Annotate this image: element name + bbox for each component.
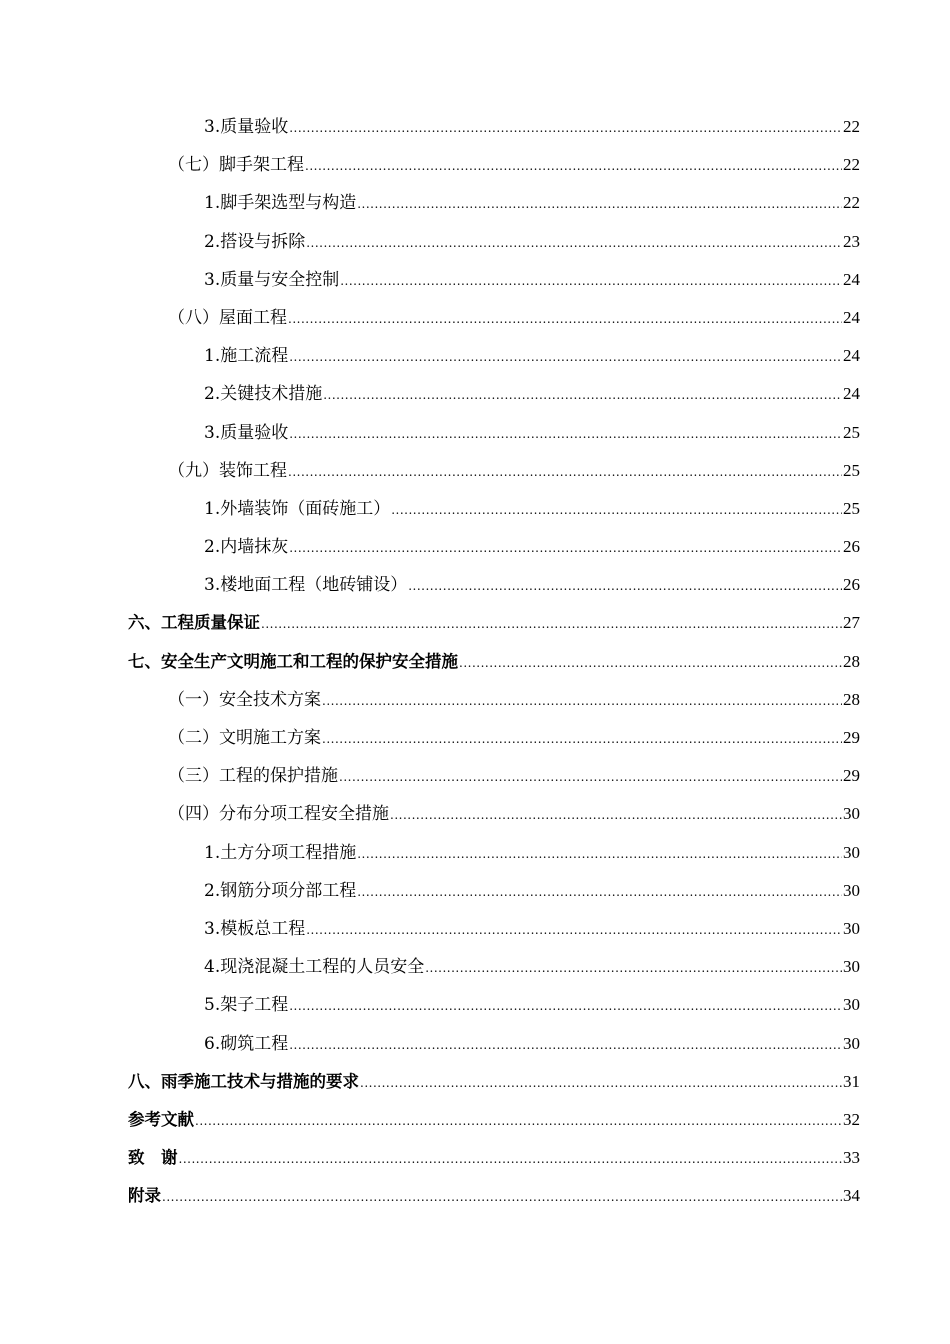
toc-dot-leader xyxy=(195,1102,842,1140)
toc-entry-number: 1. xyxy=(204,842,221,863)
toc-entry-page-number: 25 xyxy=(843,460,860,480)
toc-entry-title: 安全生产文明施工和工程的保护安全措施 xyxy=(161,651,458,671)
toc-entry-page-number: 22 xyxy=(843,193,860,213)
toc-entry-number: 1. xyxy=(204,498,221,519)
toc-entry-title: 模板总工程 xyxy=(220,918,306,939)
toc-entry-page-number: 28 xyxy=(843,651,860,671)
toc-entry[interactable] xyxy=(128,1177,860,1215)
toc-entry[interactable] xyxy=(128,910,860,948)
toc-entry-title: 搭设与拆除 xyxy=(220,231,306,252)
toc-dot-leader xyxy=(162,1178,842,1216)
toc-entry-number: （三） xyxy=(168,766,219,787)
toc-entry[interactable] xyxy=(128,604,860,642)
toc-entry-number: （八） xyxy=(168,307,219,328)
table-of-contents xyxy=(128,108,860,1215)
toc-dot-leader xyxy=(289,1026,842,1064)
toc-entry-title: 安全技术方案 xyxy=(219,689,321,710)
toc-entry-title: 工程质量保证 xyxy=(161,613,260,633)
toc-entry-title: 屋面工程 xyxy=(219,307,287,328)
toc-dot-leader xyxy=(289,529,842,567)
toc-entry-number: （二） xyxy=(168,728,219,748)
toc-entry-number: 2. xyxy=(204,537,221,558)
toc-entry-page-number: 22 xyxy=(843,117,860,136)
toc-entry-title: 质量与安全控制 xyxy=(220,269,340,290)
toc-dot-leader xyxy=(340,262,842,300)
toc-dot-leader xyxy=(289,338,842,376)
toc-entry-page-number: 30 xyxy=(843,842,860,862)
toc-dot-leader xyxy=(306,224,842,262)
toc-entry-number: （四） xyxy=(168,804,219,825)
toc-entry[interactable] xyxy=(128,337,860,375)
toc-dot-leader xyxy=(179,1140,843,1178)
toc-entry[interactable] xyxy=(128,566,860,604)
toc-entry-number: 6. xyxy=(204,1033,221,1054)
toc-entry-number: 4. xyxy=(204,957,221,978)
toc-entry-number: 3. xyxy=(204,269,221,290)
toc-dot-leader xyxy=(339,758,842,796)
toc-dot-leader xyxy=(322,720,842,758)
toc-entry-page-number: 28 xyxy=(843,689,860,709)
toc-entry-number: 3. xyxy=(204,422,221,443)
toc-entry[interactable] xyxy=(128,757,860,795)
toc-entry[interactable] xyxy=(128,719,860,757)
toc-entry[interactable] xyxy=(128,986,860,1024)
toc-entry-title: 内墙抹灰 xyxy=(220,537,289,558)
toc-entry-page-number: 30 xyxy=(843,1033,860,1053)
toc-entry-title: 砌筑工程 xyxy=(220,1033,289,1054)
toc-entry-title: 架子工程 xyxy=(220,995,289,1016)
toc-entry-title: 参考文献 xyxy=(128,1109,194,1129)
toc-dot-leader xyxy=(390,796,842,834)
toc-entry-page-number: 34 xyxy=(843,1186,860,1206)
toc-entry[interactable] xyxy=(128,490,860,528)
toc-entry-number: 3. xyxy=(204,117,221,137)
toc-entry[interactable] xyxy=(128,223,860,261)
toc-dot-leader xyxy=(391,491,842,529)
toc-entry-title: 脚手架选型与构造 xyxy=(220,193,357,214)
toc-entry[interactable] xyxy=(128,643,860,681)
toc-entry-number: 七、 xyxy=(128,651,161,671)
toc-entry-number: 3. xyxy=(204,918,221,939)
toc-entry-page-number: 25 xyxy=(843,422,860,442)
toc-entry[interactable] xyxy=(128,834,860,872)
toc-entry-title: 施工流程 xyxy=(220,346,289,367)
toc-entry-page-number: 30 xyxy=(843,957,860,977)
toc-entry-page-number: 24 xyxy=(843,346,860,366)
toc-dot-leader xyxy=(357,185,842,223)
toc-entry-title: 分布分项工程安全措施 xyxy=(219,804,389,825)
toc-entry-page-number: 26 xyxy=(843,575,860,595)
toc-entry-page-number: 25 xyxy=(843,498,860,518)
toc-entry[interactable] xyxy=(128,108,860,146)
toc-entry-number: 2. xyxy=(204,231,221,252)
toc-entry-title: 附录 xyxy=(128,1186,161,1206)
toc-entry[interactable] xyxy=(128,528,860,566)
toc-dot-leader xyxy=(357,873,842,911)
toc-entry-page-number: 33 xyxy=(843,1148,860,1168)
toc-entry-page-number: 24 xyxy=(843,307,860,327)
toc-entry[interactable] xyxy=(128,1101,860,1139)
toc-entry-title: 致 谢 xyxy=(128,1148,178,1168)
toc-entry-title: 土方分项工程措施 xyxy=(220,842,357,863)
toc-dot-leader xyxy=(288,300,842,338)
toc-entry[interactable] xyxy=(128,1139,860,1177)
toc-entry-number: 2. xyxy=(204,384,221,405)
toc-dot-leader xyxy=(459,644,842,682)
toc-entry-page-number: 30 xyxy=(843,804,860,824)
toc-entry-page-number: 26 xyxy=(843,537,860,557)
toc-entry-number: 八、 xyxy=(128,1071,161,1091)
toc-entry-title: 外墙装饰（面砖施工） xyxy=(220,498,391,519)
toc-entry-page-number: 29 xyxy=(843,766,860,786)
toc-dot-leader xyxy=(306,911,842,949)
toc-entry[interactable] xyxy=(128,948,860,986)
toc-entry[interactable] xyxy=(128,261,860,299)
toc-dot-leader xyxy=(360,1064,842,1102)
toc-entry-number: 5. xyxy=(204,995,221,1016)
toc-dot-leader xyxy=(289,109,842,147)
toc-entry[interactable] xyxy=(128,184,860,222)
toc-dot-leader xyxy=(357,835,842,873)
toc-entry[interactable] xyxy=(128,375,860,413)
toc-entry-page-number: 23 xyxy=(843,231,860,251)
toc-dot-leader xyxy=(305,147,842,185)
toc-dot-leader xyxy=(261,605,842,643)
toc-entry-number: 3. xyxy=(204,575,221,596)
toc-entry[interactable] xyxy=(128,681,860,719)
toc-entry-number: （七） xyxy=(168,155,219,176)
toc-dot-leader xyxy=(408,567,842,605)
toc-entry-title: 脚手架工程 xyxy=(219,155,304,176)
toc-entry-page-number: 30 xyxy=(843,880,860,900)
toc-dot-leader xyxy=(289,987,842,1025)
toc-entry-title: 质量验收 xyxy=(220,422,289,443)
toc-entry-page-number: 24 xyxy=(843,269,860,289)
toc-entry-page-number: 31 xyxy=(843,1071,860,1091)
toc-entry-number: 2. xyxy=(204,880,221,901)
toc-entry-page-number: 22 xyxy=(843,155,860,175)
toc-entry-title: 现浇混凝土工程的人员安全 xyxy=(220,957,425,978)
toc-entry-number: 1. xyxy=(204,346,221,367)
toc-entry[interactable] xyxy=(128,146,860,184)
toc-entry[interactable] xyxy=(128,795,860,833)
toc-dot-leader xyxy=(322,682,842,720)
toc-dot-leader xyxy=(425,949,842,987)
toc-entry[interactable] xyxy=(128,414,860,452)
toc-entry-title: 文明施工方案 xyxy=(219,728,321,748)
toc-entry-title: 雨季施工技术与措施的要求 xyxy=(161,1071,359,1091)
toc-entry-page-number: 30 xyxy=(843,918,860,938)
toc-dot-leader xyxy=(288,453,842,491)
toc-entry-title: 钢筋分项分部工程 xyxy=(220,880,357,901)
toc-entry-page-number: 30 xyxy=(843,995,860,1015)
toc-entry-title: 楼地面工程（地砖铺设） xyxy=(220,575,408,596)
toc-entry-number: （一） xyxy=(168,689,219,710)
toc-entry[interactable] xyxy=(128,452,860,490)
toc-dot-leader xyxy=(323,376,842,414)
toc-entry[interactable] xyxy=(128,872,860,910)
toc-entry-title: 工程的保护措施 xyxy=(219,766,338,787)
toc-entry-number: 六、 xyxy=(128,613,161,633)
toc-entry-page-number: 32 xyxy=(843,1109,860,1129)
toc-entry[interactable] xyxy=(128,299,860,337)
toc-dot-leader xyxy=(289,415,842,453)
toc-entry-number: （九） xyxy=(168,460,219,481)
toc-entry-title: 质量验收 xyxy=(220,117,289,137)
toc-entry-page-number: 29 xyxy=(843,728,860,747)
toc-entry-page-number: 27 xyxy=(843,613,860,633)
toc-entry-title: 关键技术措施 xyxy=(220,384,323,405)
toc-entry-number: 1. xyxy=(204,193,221,214)
toc-entry[interactable] xyxy=(128,1025,860,1063)
toc-entry-page-number: 24 xyxy=(843,384,860,404)
toc-entry-title: 装饰工程 xyxy=(219,460,287,481)
toc-entry[interactable] xyxy=(128,1063,860,1101)
